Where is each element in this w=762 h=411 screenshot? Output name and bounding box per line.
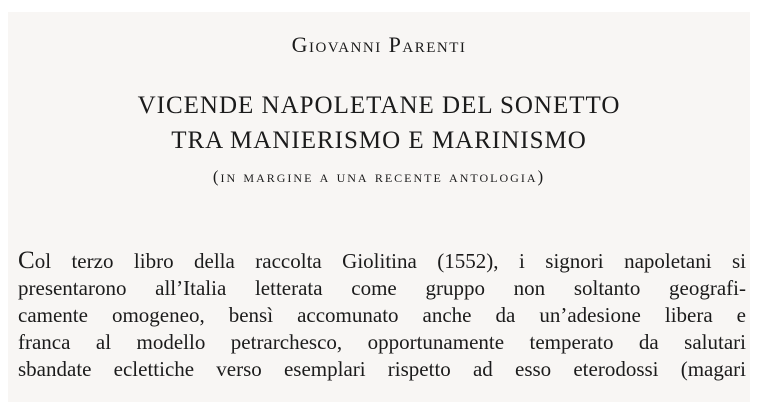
document-page — [8, 12, 750, 402]
body-line-3: camente omogeneo, bensì accomunato anche da un’adesione libera e — [18, 303, 746, 327]
body-line-1 — [18, 247, 746, 275]
article-title-line-2: TRA MANIERISMO E MARINISMO — [171, 127, 587, 154]
author-name: Giovanni Parenti — [291, 32, 467, 57]
body-line-1-text: ol terzo libro della raccolta Giolitina (1552), i signori napoletani si — [34, 249, 746, 273]
body-line-5: sbandate eclettiche verso esemplari rispetto ad esso eterodossi (magari — [18, 357, 746, 381]
initial-letter: C — [18, 247, 35, 274]
body-line-2: presentarono all’Italia letterata come gruppo non soltanto geografi- — [18, 276, 746, 300]
body-paragraph — [18, 247, 746, 383]
article-subtitle: (in margine a una recente antologia) — [212, 167, 546, 186]
body-line-4: franca al modello petrarchesco, opportunamente temperato da salutari — [18, 330, 746, 354]
article-title-line-1: VICENDE NAPOLETANE DEL SONETTO — [137, 92, 621, 119]
